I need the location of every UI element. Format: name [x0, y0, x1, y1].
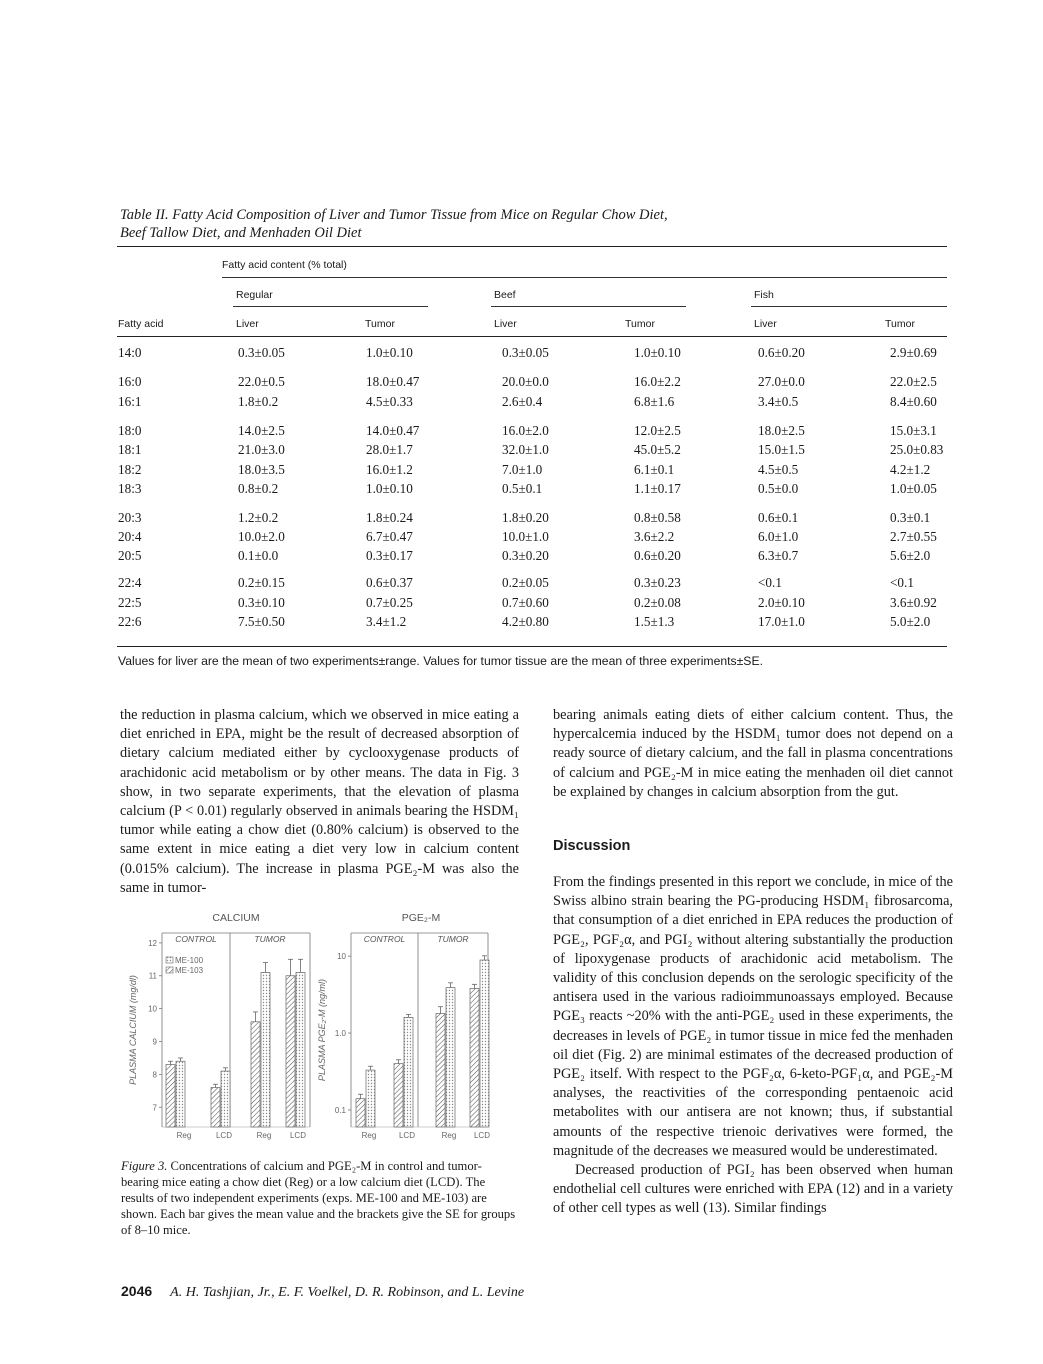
- table-cell: 18.0±2.5: [758, 423, 805, 438]
- table-cell: 22.0±2.5: [890, 374, 937, 389]
- chart-title: CALCIUM: [212, 912, 260, 924]
- sub-header: Tumor: [365, 318, 395, 330]
- table-cell: 0.2±0.05: [502, 575, 549, 590]
- table-cell: 12.0±2.5: [634, 423, 681, 438]
- figure-3: [118, 905, 518, 1150]
- diet-regular-header: Regular: [236, 289, 273, 301]
- panel-label: CONTROL: [363, 934, 406, 944]
- table-cell: 32.0±1.0: [502, 442, 549, 457]
- table-cell: 4.2±1.2: [890, 462, 931, 477]
- y-tick-label: 10: [337, 952, 346, 962]
- table-cell: 3.4±1.2: [366, 614, 407, 629]
- footer-authors: A. H. Tashjian, Jr., E. F. Voelkel, D. R. Robinson, and L. Levine: [170, 1285, 525, 1300]
- y-tick-label: 7: [152, 1103, 157, 1113]
- table-cell: 4.5±0.33: [366, 394, 413, 409]
- table-cell: 0.3±0.23: [634, 575, 681, 590]
- y-axis-label: PLASMA CALCIUM (mg/dl): [128, 975, 138, 1085]
- y-tick-label: 8: [152, 1070, 157, 1080]
- table-cell: 8.4±0.60: [890, 394, 937, 409]
- fatty-acid-header: Fatty acid: [118, 318, 164, 330]
- table-footnote: Values for liver are the mean of two experiments±range. Values for tumor tissue are the mean of three experiments±SE.: [118, 654, 763, 668]
- bar: [261, 972, 270, 1127]
- diet-fish-header: Fish: [754, 289, 774, 301]
- diet-beef-header: Beef: [494, 289, 516, 301]
- y-tick-label: 9: [152, 1037, 157, 1047]
- table-cell: 1.1±0.17: [634, 481, 681, 496]
- table-cell: 0.3±0.10: [238, 595, 285, 610]
- y-tick-label: 10: [148, 1004, 157, 1014]
- table-cell: 0.8±0.2: [238, 481, 279, 496]
- x-tick-label: Reg: [441, 1131, 457, 1140]
- table-cell: 0.5±0.1: [502, 481, 543, 496]
- legend-swatch: [166, 967, 173, 973]
- table-cell: 0.3±0.17: [366, 548, 413, 563]
- table-cell: 27.0±0.0: [758, 374, 805, 389]
- table-cell: 16.0±2.0: [502, 423, 549, 438]
- fatty-acid-label: 18:3: [118, 481, 142, 496]
- x-tick-label: LCD: [473, 1131, 491, 1140]
- table-cell: 0.3±0.1: [890, 510, 931, 525]
- table-cell: 14.0±2.5: [238, 423, 285, 438]
- panel-label: CONTROL: [175, 934, 217, 944]
- discussion-text: [553, 873, 953, 1219]
- table-cell: 3.6±0.92: [890, 595, 937, 610]
- legend-label: ME-103: [175, 966, 204, 975]
- table-cell: 0.6±0.37: [366, 575, 413, 590]
- bar: [286, 976, 295, 1127]
- x-tick-label: LCD: [289, 1131, 307, 1140]
- table-cell: 1.8±0.2: [238, 394, 279, 409]
- table-cell: 0.7±0.25: [366, 595, 413, 610]
- table-cell: 10.0±1.0: [502, 529, 549, 544]
- bar: [166, 1065, 175, 1127]
- fatty-acid-label: 20:5: [118, 548, 142, 563]
- table-cell: 4.5±0.5: [758, 462, 799, 477]
- bar: [221, 1071, 230, 1127]
- table-caption: Table II. Fatty Acid Composition of Liver and Tumor Tissue from Mice on Regular Chow Diet, Beef Tallow Diet, and Menhaden Oil Diet: [120, 207, 668, 241]
- panel-label: TUMOR: [437, 934, 469, 944]
- table-cell: 5.6±2.0: [890, 548, 931, 563]
- sub-header: Liver: [236, 318, 259, 330]
- sub-header: Liver: [754, 318, 777, 330]
- sub-header: Liver: [494, 318, 517, 330]
- table-cell: 1.0±0.10: [634, 345, 681, 360]
- table-cell: 0.2±0.08: [634, 595, 681, 610]
- figure-caption-text: Concentrations of calcium and PGE₂-M in control and tumor-bearing mice eating a chow diet (Reg) or a low calcium diet (LCD). The results of two independent experiments (exps. ME-100 and ME-103) are shown. Each bar gives the mean value and the brackets give the SE for groups of 8–10 mice.: [121, 1159, 516, 1237]
- y-axis-label: PLASMA PGE₂-M (ng/ml): [317, 978, 327, 1082]
- bar: [436, 1013, 445, 1127]
- fatty-acid-label: 18:1: [118, 442, 142, 457]
- table-cell: 16.0±1.2: [366, 462, 413, 477]
- fatty-acid-label: 16:1: [118, 394, 142, 409]
- table-cell: 3.6±2.2: [634, 529, 675, 544]
- page-number: 2046: [121, 1283, 153, 1299]
- table-cell: 0.5±0.0: [758, 481, 799, 496]
- table-bottom-rule: [117, 646, 947, 647]
- table-cell: 0.6±0.20: [758, 345, 805, 360]
- diet-fish-rule: [751, 306, 947, 307]
- sub-header: Tumor: [625, 318, 655, 330]
- y-tick-label: 12: [148, 938, 157, 948]
- table-cell: 10.0±2.0: [238, 529, 285, 544]
- group-header: Fatty acid content (% total): [222, 259, 347, 271]
- table-cell: <0.1: [890, 575, 914, 590]
- table-cell: 6.0±1.0: [758, 529, 799, 544]
- table-cell: 45.0±5.2: [634, 442, 681, 457]
- page-footer: [121, 1283, 524, 1301]
- bar: [404, 1017, 413, 1127]
- x-tick-label: Reg: [176, 1131, 192, 1140]
- right-column-top: [553, 706, 953, 802]
- table-cell: 22.0±0.5: [238, 374, 285, 389]
- table-cell: 0.3±0.05: [502, 345, 549, 360]
- table-cell: 2.6±0.4: [502, 394, 543, 409]
- table-cell: 1.0±0.10: [366, 345, 413, 360]
- table-cell: 6.7±0.47: [366, 529, 413, 544]
- fatty-acid-label: 18:2: [118, 462, 142, 477]
- discussion-heading: Discussion: [553, 838, 631, 854]
- sub-header: Tumor: [885, 318, 915, 330]
- table-cell: 0.7±0.60: [502, 595, 549, 610]
- table-cell: 1.8±0.20: [502, 510, 549, 525]
- table-cell: 1.8±0.24: [366, 510, 413, 525]
- table-cell: 1.0±0.05: [890, 481, 937, 496]
- x-tick-label: Reg: [256, 1131, 272, 1140]
- table-cell: 7.5±0.50: [238, 614, 285, 629]
- fatty-acid-label: 22:6: [118, 614, 142, 629]
- y-tick-label: 0.1: [334, 1105, 346, 1115]
- table-cell: 3.4±0.5: [758, 394, 799, 409]
- fatty-acid-label: 18:0: [118, 423, 142, 438]
- calcium-chart: [128, 912, 310, 1140]
- fatty-acid-label: 22:4: [118, 575, 142, 590]
- fatty-acid-label: 14:0: [118, 345, 142, 360]
- table-cell: 0.6±0.1: [758, 510, 799, 525]
- table-cell: 18.0±0.47: [366, 374, 420, 389]
- figure-label: Figure 3.: [121, 1159, 168, 1173]
- bar: [176, 1061, 185, 1127]
- table-cell: 18.0±3.5: [238, 462, 285, 477]
- table-cell: 4.2±0.80: [502, 614, 549, 629]
- table-cell: 6.8±1.6: [634, 394, 675, 409]
- table-cell: <0.1: [758, 575, 782, 590]
- table-cell: 16.0±2.2: [634, 374, 681, 389]
- table-cell: 14.0±0.47: [366, 423, 420, 438]
- table-cell: 0.8±0.58: [634, 510, 681, 525]
- bar: [446, 988, 455, 1127]
- paragraph: bearing animals eating diets of either calcium content. Thus, the hypercalcemia induced by the HSDM₁ tumor does not depend on a ready source of dietary calcium, and the fall in plasma concentrations of calcium and PGE₂-M in mice eating the menhaden oil diet cannot be explained by changes in calcium absorption from the gut.: [553, 707, 953, 800]
- chart-title: PGE₂-M: [401, 912, 441, 924]
- x-tick-label: LCD: [398, 1131, 416, 1140]
- fatty-acid-label: 16:0: [118, 374, 142, 389]
- x-tick-label: LCD: [215, 1131, 233, 1140]
- table-cell: 15.0±1.5: [758, 442, 805, 457]
- left-column-text: [120, 706, 519, 898]
- table-cell: 1.0±0.10: [366, 481, 413, 496]
- bar: [356, 1099, 365, 1127]
- legend-swatch: [166, 957, 173, 963]
- table-cell: 2.0±0.10: [758, 595, 805, 610]
- table-cell: 25.0±0.83: [890, 442, 944, 457]
- table-cell: 2.9±0.69: [890, 345, 937, 360]
- table-cell: 1.2±0.2: [238, 510, 279, 525]
- paragraph: the reduction in plasma calcium, which we observed in mice eating a diet enriched in EPA, might be the result of decreased absorption of dietary calcium mediated either by cyclooxygenase products of arachidonic acid metabolism or by other means. The data in Fig. 3 show, in two separate experiments, that the elevation of plasma calcium (P < 0.01) regularly observed in animals bearing the HSDM₁ tumor while eating a chow diet (0.80% calcium) is observed to the same extent in mice eating a diet very low in calcium content (0.015% calcium). The increase in plasma PGE₂-M was also the same in tumor-: [120, 707, 519, 896]
- table-cell: 20.0±0.0: [502, 374, 549, 389]
- table-cell: 17.0±1.0: [758, 614, 805, 629]
- bar: [251, 1022, 260, 1127]
- bar: [211, 1088, 220, 1127]
- paragraph: From the findings presented in this report we conclude, in mice of the Swiss albino strain bearing the PG-producing HSDM₁ fibrosarcoma, that consumption of a diet enriched in EPA reduces the production of PGE₂, PGF₂α, and PGI₂ without altering substantially the production of lipoxygenase products of arachidonic acid metabolism. The validity of this conclusion depends on the serologic specificity of the antisera used in the various radioimmunoassays employed. Because PGE₃ reacts ~20% with the anti-PGE₂ used in these experiments, the decreases in levels of PGE₂ in tumor tissue in mice fed the menhaden oil diet (Fig. 2) are minimal estimates of the decreased production of PGE₂ itself. With respect to the PGF₂α, 6-keto-PGF₁α, and PGE₂-M analyses, the reactivities of the corresponding pentaenoic acid metabolites with our antisera are not known; thus, if substantial amounts of the respective trienoic derivatives were formed, the magnitude of the decreases we measured would be underestimated.: [553, 874, 953, 1159]
- bar: [470, 988, 479, 1127]
- fatty-acid-label: 20:4: [118, 529, 142, 544]
- table-cell: 5.0±2.0: [890, 614, 931, 629]
- y-tick-label: 1.0: [334, 1029, 346, 1039]
- header-bottom-rule: [117, 336, 947, 337]
- fatty-acid-label: 20:3: [118, 510, 142, 525]
- table-cell: 0.3±0.05: [238, 345, 285, 360]
- table-cell: 21.0±3.0: [238, 442, 285, 457]
- table-cell: 15.0±3.1: [890, 423, 937, 438]
- figure-caption: [121, 1158, 519, 1238]
- y-tick-label: 11: [148, 971, 157, 981]
- table-cell: 1.5±1.3: [634, 614, 675, 629]
- table-cell: 2.7±0.55: [890, 529, 937, 544]
- bar: [480, 960, 489, 1127]
- table-top-rule: [117, 246, 947, 247]
- table-cell: 0.6±0.20: [634, 548, 681, 563]
- table-cell: 7.0±1.0: [502, 462, 543, 477]
- table-cell: 0.1±0.0: [238, 548, 279, 563]
- bar: [296, 972, 305, 1127]
- panel-label: TUMOR: [254, 934, 286, 944]
- bar: [366, 1070, 375, 1127]
- bar: [394, 1064, 403, 1127]
- diet-regular-rule: [233, 306, 428, 307]
- diet-beef-rule: [491, 306, 686, 307]
- table-cell: 0.3±0.20: [502, 548, 549, 563]
- table-cell: 28.0±1.7: [366, 442, 413, 457]
- x-tick-label: Reg: [361, 1131, 377, 1140]
- table-cell: 0.2±0.15: [238, 575, 285, 590]
- fatty-acid-label: 22:5: [118, 595, 142, 610]
- paragraph: Decreased production of PGI₂ has been observed when human endothelial cell cultures were enriched with EPA (12) and in a variety of other cell types as well (13). Similar findings: [553, 1162, 953, 1217]
- legend-label: ME-100: [175, 956, 204, 965]
- table-cell: 6.3±0.7: [758, 548, 799, 563]
- group-rule: [222, 277, 947, 278]
- pge2m-chart: [317, 912, 490, 1140]
- table-cell: 6.1±0.1: [634, 462, 675, 477]
